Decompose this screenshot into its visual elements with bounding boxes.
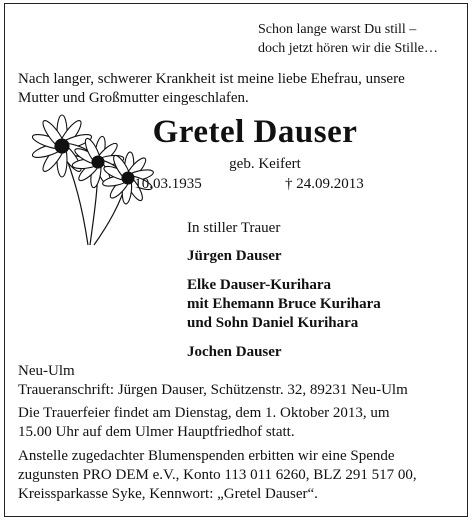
funeral-service-notice: [18, 404, 458, 442]
motto-verse: [258, 20, 458, 58]
deceased-name: Gretel Dauser: [152, 114, 358, 150]
mourning-address: Traueranschrift: Jürgen Dauser, Schützenstr. 32, 89231 Neu-Ulm: [18, 382, 408, 398]
place-name: Neu-Ulm: [18, 363, 75, 379]
mourner-name: Elke Dauser-Kurihara: [187, 277, 332, 293]
donation-line-2: zugunsten PRO DEM e.V., Konto 113 011 6260, BLZ 291 517 00,: [18, 467, 417, 483]
mourner-name: mit Ehemann Bruce Kurihara: [187, 296, 381, 312]
mourners-block: [187, 219, 457, 362]
mourner-name: Jochen Dauser: [187, 344, 282, 360]
mourners-title: In stiller Trauer: [187, 220, 281, 236]
donation-line-3: Kreissparkasse Syke, Kennwort: „Gretel Dauser“.: [18, 486, 318, 502]
motto-line-2: doch jetzt hören wir die Stille…: [258, 41, 439, 56]
mourner-name: und Sohn Daniel Kurihara: [187, 315, 359, 331]
intro-line-2: Mutter und Großmutter eingeschlafen.: [18, 90, 249, 106]
intro-text: [18, 70, 458, 108]
motto-line-1: Schon lange warst Du still –: [258, 22, 417, 37]
maiden-name: geb. Keifert: [229, 156, 301, 172]
intro-line-1: Nach langer, schwerer Krankheit ist meine liebe Ehefrau, unsere: [18, 71, 405, 87]
service-line-2: 15.00 Uhr auf dem Ulmer Hauptfriedhof statt.: [18, 424, 295, 440]
service-line-1: Die Trauerfeier findet am Dienstag, dem 1. Oktober 2013, um: [18, 405, 390, 421]
donation-notice: [18, 447, 458, 504]
donation-line-1: Anstelle zugedachter Blumenspenden erbitten wir eine Spende: [18, 448, 395, 464]
birth-date: * 10.03.1935: [123, 176, 202, 192]
mourner-name: Jürgen Dauser: [187, 248, 282, 264]
death-date: † 24.09.2013: [285, 176, 364, 192]
